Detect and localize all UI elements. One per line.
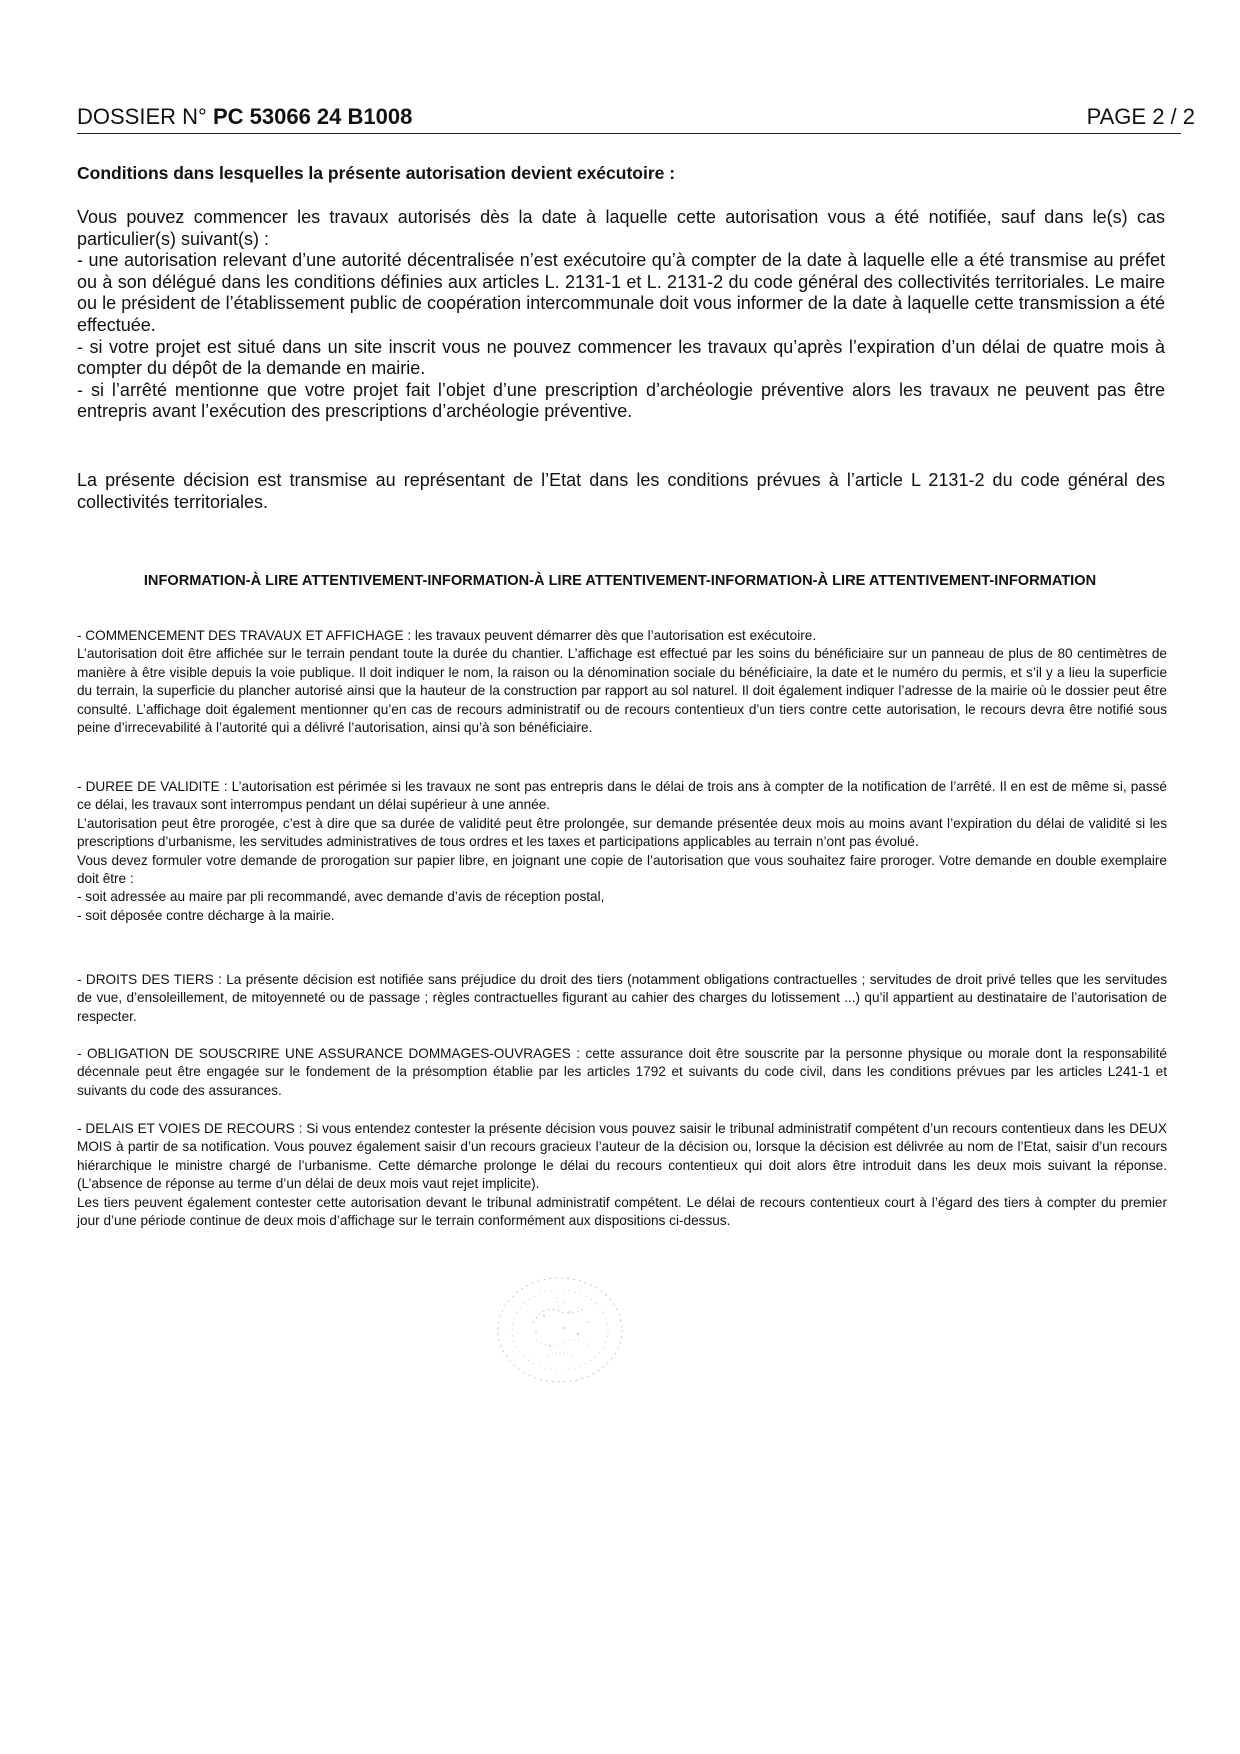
section-paragraph: - DUREE DE VALIDITE : L’autorisation est périmée si les travaux ne sont pas entrepris dans le délai de trois ans à compter de la notification de l’arrêté. Il en est de même si, passé ce délai, les travaux sont interrompus pendant un délai supérieur à une année. [77,779,1167,813]
transmission-notice: La présente décision est transmise au représentant de l’Etat dans les conditions prévues à l’article L 2131-2 du code général des collectivités territoriales. [77,470,1165,512]
section-paragraph: Vous devez formuler votre demande de prorogation sur papier libre, en joignant une copie de l’autorisation que vous souhaitez faire proroger. Votre demande en double exemplaire doit être : [77,852,1167,887]
conditions-body [77,207,1165,423]
section-droits-tiers [77,971,1167,1026]
section-paragraph: - COMMENCEMENT DES TRAVAUX ET AFFICHAGE : les travaux peuvent démarrer dès que l’autorisation est exécutoire. [77,628,817,643]
conditions-paragraph: Vous pouvez commencer les travaux autorisés dès la date à laquelle cette autorisation vous a été notifiée, sauf dans le(s) cas particulier(s) suivant(s) : [77,207,1165,249]
section-paragraph: Les tiers peuvent également contester cette autorisation devant le tribunal administratif compétent. Le délai de recours contentieux court à l’égard des tiers à compter du premier jour d’une période continue de deux mois d’affichage sur le terrain conformément aux dispositions ci-dessus. [77,1194,1167,1229]
faded-stamp-icon [478,1268,643,1393]
conditions-paragraph: - si l’arrêté mentionne que votre projet fait l’objet d’une prescription d’archéologie préventive alors les travaux ne peuvent pas être entrepris avant l’exécution des prescriptions d’archéologie préventive. [77,379,1165,422]
section-recours [77,1120,1167,1230]
section-paragraph: - soit adressée au maire par pli recommandé, avec demande d’avis de réception postal, [77,889,605,905]
section-paragraph: - soit déposée contre décharge à la mairie. [77,907,335,923]
conditions-paragraph: - si votre projet est situé dans un site inscrit vous ne pouvez commencer les travaux qu’après l’expiration d’un délai de quatre mois à compter du dépôt de la demande en mairie. [77,336,1165,379]
section-paragraph: - DELAIS ET VOIES DE RECOURS : Si vous entendez contester la présente décision vous pouvez saisir le tribunal administratif compétent d’un recours contentieux dans les DEUX MOIS à partir de sa notification. Vous pouvez également saisir d’un recours gracieux l’auteur de la décision ou, lorsque la décision est délivrée au nom de l’Etat, saisir d’un recours hiérarchique le ministre chargé de l’urbanisme. Cette démarche prolonge le délai du recours contentieux qui doit alors être introduit dans les deux mois suivant la réponse. (L’absence de réponse au terme d’un délai de deux mois vaut rejet implicite). [77,1121,1167,1192]
page-number: PAGE 2 / 2 [1086,104,1195,129]
section-assurance [77,1045,1167,1100]
dossier-label: DOSSIER N° [77,104,207,129]
page-header [77,104,1195,134]
section-paragraph: L’autorisation peut être prorogée, c’est à dire que sa durée de validité peut être prolongée, sur demande présentée deux mois au moins avant l’expiration du délai de validité si les prescriptions d’urbanisme, les servitudes administratives de tous ordres et les taxes et participations applicables au terrain n’ont pas évolué. [77,815,1167,850]
information-title: INFORMATION-À LIRE ATTENTIVEMENT-INFORMATION-À LIRE ATTENTIVEMENT-INFORMATION-À LIRE ATTENTIVEMENT-INFORMATION [143,573,1097,589]
section-paragraph: L’autorisation doit être affichée sur le terrain pendant toute la durée du chantier. L’affichage est effectué par les soins du bénéficiaire sur un panneau de plus de 80 centimètres de manière à être visible depuis la voie publique. Il doit indiquer le nom, la raison ou la dénomination sociale du bénéficiaire, la date et le numéro du permis, et s’il y a lieu la superficie du terrain, la superficie du plancher autorisé ainsi que la hauteur de la construction par rapport au sol naturel. Il doit également indiquer l’adresse de la mairie où le dossier peut être consulté. L’affichage doit également mentionner qu’en cas de recours administratif ou de recours contentieux d’un tiers contre cette autorisation, le recours devra être notifié sous peine d’irrecevabilité à l’autorité qui a délivré l’autorisation, ainsi qu’à son bénéficiaire. [77,646,1167,736]
section-validite [77,778,1167,925]
conditions-paragraph: - une autorisation relevant d’une autorité décentralisée n’est exécutoire qu’à compter de la date à laquelle elle a été transmise au préfet ou à son délégué dans les conditions définies aux articles L. 2131-1 et L. 2131-2 du code général des collectivités territoriales. Le maire ou le président de l’établissement public de coopération intercommunale doit vous informer de la date à laquelle cette transmission a été effectuée. [77,250,1165,335]
section-commencement [77,627,1167,737]
dossier-reference [77,104,412,130]
conditions-heading: Conditions dans lesquelles la présente autorisation devient exécutoire : [77,163,676,183]
section-paragraph: - DROITS DES TIERS : La présente décision est notifiée sans préjudice du droit des tiers (notamment obligations contractuelles ; servitudes de droit privé telles que les servitudes de vue, d’ensoleillement, de mitoyenneté ou de passage ; règles contractuelles figurant au cahier des charges du lotissement ...) qu’il appartient au destinataire de l’autorisation de respecter. [77,972,1167,1024]
section-paragraph: - OBLIGATION DE SOUSCRIRE UNE ASSURANCE DOMMAGES-OUVRAGES : cette assurance doit être souscrite par la personne physique ou morale dont la responsabilité décennale peut être engagée sur le fondement de la présomption établie par les articles 1792 et suivants du code civil, dans les conditions prévues par les articles L241-1 et suivants du code des assurances. [77,1046,1167,1098]
dossier-number: PC 53066 24 B1008 [212,104,413,129]
header-divider [77,133,1181,134]
